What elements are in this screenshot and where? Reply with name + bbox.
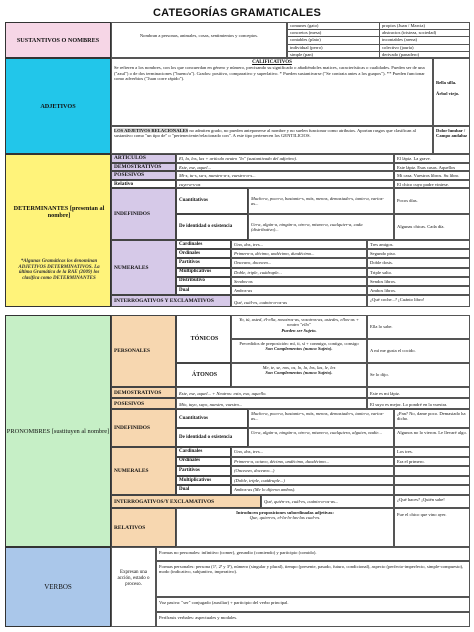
det-row-label: POSESIVOS (111, 171, 176, 180)
pron-num-value: (Onceavo, doceavo...) (231, 466, 394, 476)
calificativos-text: Se refieren a los nombres, con los que concuerdan en género y número, precisando su significado o añadiéndoles matices, características o cualidades. Pueden ser de una ("azul") o de dos terminaciones ("bueno/a"). Grados: positivo, comparativo y superlativo. * Pueden sustantivarse ("Se contrata antes a los guapos"). ** Pueden funcionar como adverbios ("Juan corre rápido"). (114, 65, 425, 82)
sustantivo-type: derivado (panadero) (380, 52, 470, 58)
adjetivos-label: ADJETIVOS (5, 58, 111, 154)
sustantivo-type: abstractos (tristeza, sociedad) (380, 30, 470, 37)
pron-indef-key: Cuantitativos (176, 409, 248, 428)
sustantivo-type: propios (Juan / Marcia) (380, 23, 470, 30)
det-row-example: Este lápiz. Esas casas. Aquellos (394, 163, 470, 172)
prep-note: Son Complementos (nunca Sujeto). (265, 346, 333, 352)
det-indef-key: De identidad o existencia (176, 214, 248, 240)
pron-num-example: Era el primero. (394, 457, 470, 467)
relacionales-title: LOS ADJETIVOS RELACIONALES (114, 128, 189, 133)
tonicos-text: Yo, tú, usted, él-ella, nosotros-as, vosotros-as, ustedes, ellos-as + neutro "ello" (239, 317, 359, 328)
calificativos-examples (433, 58, 470, 126)
pron-relativos-example: Fue el chico que vino ayer. (394, 508, 470, 547)
det-row-value: Mi-s, tu-s, su-s, nuestro-a-s, vuestro-a-s... (176, 171, 394, 180)
pron-num-example (394, 485, 470, 495)
pron-num-key: Dual (176, 485, 231, 495)
pron-num-value: Uno, dos, tres... (231, 447, 394, 457)
determinantes-label-box (5, 154, 111, 307)
relacionales-block (111, 126, 433, 154)
atonos-label: ÁTONOS (176, 363, 231, 387)
pron-row-value: Mío, tuyo, suyo, nuestro, vuestro... (176, 398, 367, 409)
pron-num-example (394, 476, 470, 486)
verbos-label: VERBOS (5, 547, 111, 627)
det-num-value: Sendos-as (231, 277, 367, 286)
verbos-row: Voz pasiva: "ser" conjugado (auxiliar) + participio del verbo principal. (156, 597, 470, 612)
calificativos-example-2: Árbol viejo. (436, 91, 460, 97)
sustantivo-type: comunes (gato) (288, 23, 380, 30)
pron-indef-example: ¿Pan? No, dame poco. Demasiado ha dicho. (394, 409, 470, 428)
verbos-rows (156, 547, 470, 627)
tonicos-note: Pueden ser Sujeto. (281, 327, 317, 333)
pron-num-example (394, 466, 470, 476)
det-num-key: Dual (176, 286, 231, 295)
pron-num-key: Partitivos (176, 466, 231, 476)
tonicos-label: TÓNICOS (176, 315, 231, 363)
determinantes-rows (111, 154, 470, 307)
sustantivo-type: concretos (mesa) (288, 30, 380, 37)
verbos-row: Formas personales: persona (1ª, 2ª y 3ª), número (singular y plural), tiempo (presente, pasado, futuro, condicional), aspecto (perfecto-imperfecto, simple-compuesto), modo (indicativo, subjuntivo, imperativo). (156, 561, 470, 597)
pron-row-value: Este, ese, aquel... + Neutros: esto, eso, aquello. (176, 387, 367, 398)
pron-indef-key: De identidad o existencia (176, 428, 248, 447)
det-interrogativos-value: Qué, cuál-es, cuánto-a-os-as (231, 295, 367, 307)
pron-num-value: Ambos-as (Me lo dijeron ambos). (231, 485, 394, 495)
calificativos-example-1: Bella silla. (436, 80, 457, 85)
atonos-example: Se lo dijo. (367, 363, 470, 387)
det-row-value: El, la, los, las + artículo neutro "lo" (sustantivado del adjetivo). (176, 154, 394, 163)
pron-row-example: El suyo es mejor. Lo pondré en la vuestra. (367, 398, 470, 409)
det-num-value: Doble, triple, cuádruple... (231, 268, 367, 277)
det-num-key: Cardinales (176, 240, 231, 249)
tonicos-example: Ella lo sabe. (367, 315, 470, 339)
relacionales-example: Dolor lumbar / Campo andaluz (433, 126, 470, 154)
det-indef-value: Mucho-a, poco-a, bastante-s, más, menos, demasiado-s, tanto-a, varios-as... (248, 188, 394, 214)
pron-indef-value: Un-a, algún-a, ningún-a, otro-a, mismo-a, cualquiera, alguien, nadie... (248, 428, 394, 447)
det-num-example: Triple salto. (367, 268, 470, 277)
sustantivos-label: SUSTANTIVOS O NOMBRES (5, 22, 111, 58)
det-indef-example: Algunas chicas. Cada día. (394, 214, 470, 240)
pron-row-example: Este es mi lápiz. (367, 387, 470, 398)
sustantivo-type: individual (perro) (288, 45, 380, 52)
prep-text-cell (231, 339, 367, 363)
det-num-key: Ordinales (176, 249, 231, 258)
det-num-example: Sendos libros. (367, 277, 470, 286)
det-num-value: Primero-a, décimo, undécimo, duodécimo... (231, 249, 367, 258)
atonos-text-cell (231, 363, 367, 387)
pronombres-label: PRONOMBRES [sustituyen al nombre] (5, 315, 111, 547)
pron-indefinidos-label: INDEFINIDOS (111, 409, 176, 447)
verbos-row: Formas no personales: infinitivo (comer), gerundio (comiendo) y participio (comido). (156, 547, 470, 561)
det-row-value: Este, ese, aquel... (176, 163, 394, 172)
sustantivo-type: colectivo (jauría) (380, 45, 470, 52)
tonicos-text-cell (231, 315, 367, 339)
det-indef-example: Pocos días. (394, 188, 470, 214)
det-num-example: Ambos libros. (367, 286, 470, 295)
sustantivos-types (287, 22, 470, 58)
pron-relativos-value (176, 508, 394, 547)
det-row-label: ARTÍCULOS (111, 154, 176, 163)
verbos-row: Perífrasis verbales: aspectuales y modales. (156, 612, 470, 627)
page-title: CATEGORÍAS GRAMATICALES (153, 7, 321, 19)
prep-example: A mí me gusta el cocido. (367, 339, 470, 363)
personales-label: PERSONALES (111, 315, 176, 387)
det-indefinidos-label: INDEFINIDOS (111, 188, 176, 240)
determinantes-label: DETERMINANTES [presentan al nombre] (13, 205, 105, 219)
det-row-value: cuyo-a-s-as (176, 180, 394, 189)
relacionales-text: no admiten grado, no pueden anteponerse al nombre y no suelen funcionar como atributos. Aportan rasgos que clasifican al sustantivo como "un tipo de" o "perteneciente/relacionado con". A este tipo pertenecen los GENTILICIOS. (114, 128, 416, 139)
pron-num-value: (Doble, triple, cuádruple...) (231, 476, 394, 486)
verbos-definition: Expresan una acción, estado o proceso. (111, 547, 156, 627)
pron-num-key: Multiplicativos (176, 476, 231, 486)
pronombres-rows (111, 387, 470, 547)
pron-indef-example: Algunos no lo vieron. Le llevaré algo. (394, 428, 470, 447)
pron-interrogativos-example: ¿Qué haces? ¡Quién sabe! (394, 495, 470, 508)
top-table (5, 22, 470, 307)
pron-relativos-list: Que, quien-es, el-la-lo-las-las cual-es. (249, 515, 321, 521)
pron-interrogativos-value: Qué, quién-es, cuál-es, cuánto-a-os-as... (261, 495, 394, 508)
pron-row-label: DEMOSTRATIVOS (111, 387, 176, 398)
determinantes-note: *Algunas Gramáticas los denominan ADJETIVOS DETERMINATIVOS. La última Gramática de la RAE (2009) los clasifica como DETERMINANTES (18, 259, 100, 281)
det-numerales-label: NUMERALES (111, 240, 176, 295)
det-row-label: Relativo (111, 180, 176, 189)
det-interrogativos-example: ¿Qué coche...? ¡Cuánto libro! (367, 295, 470, 307)
sustantivo-type: contables (plato) (288, 37, 380, 44)
atonos-note: Son Complementos (nunca Sujeto). (265, 370, 333, 376)
sustantivo-type: incontables (arena) (380, 37, 470, 44)
prep-text: Precedidos de preposición: mí, ti, sí + conmigo, contigo, consigo (239, 341, 359, 346)
pron-row-label: POSESIVOS (111, 398, 176, 409)
pron-relativos-intro: Introducen proposiciones subordinadas adjetivas: (236, 510, 334, 515)
sustantivos-definition: Nombran a personas, animales, cosas, sentimientos y conceptos. (111, 22, 287, 58)
det-row-label: DEMOSTRATIVOS (111, 163, 176, 172)
pron-num-value: Primero-a, octavo, décimo, undécimo, duodécimo... (231, 457, 394, 467)
det-num-example: Segundo piso. (367, 249, 470, 258)
det-interrogativos-label: INTERROGATIVOS Y EXCLAMATIVOS (111, 295, 231, 307)
det-num-example: Tres amigos. (367, 240, 470, 249)
calificativos-block (111, 58, 433, 126)
calificativos-title: CALIFICATIVOS (252, 60, 292, 65)
det-row-example: Mi casa. Vuestros libros. Su libro. (394, 171, 470, 180)
det-row-example: El lápiz. La grave. (394, 154, 470, 163)
det-num-value: Ambos-as (231, 286, 367, 295)
atonos-text: Me, te, se, nos, os, lo, la, los, las, le, les (262, 365, 336, 370)
det-num-value: Onceavo, doceavo... (231, 258, 367, 267)
pron-relativos-label: RELATIVOS (111, 508, 176, 547)
det-num-example: Doble dosis. (367, 258, 470, 267)
pron-num-key: Cardinales (176, 447, 231, 457)
det-indef-value: Un-a, algún-a, ningún-a, otro-a, mismo-a, cualquier-a, cada (distributivo)... (248, 214, 394, 240)
pron-num-example: Los tres. (394, 447, 470, 457)
det-row-example: El chico cuyo padre viniese. (394, 180, 470, 189)
sustantivo-type: simple (pan) (288, 52, 380, 58)
pron-interrogativos-label: INTERROGATIVOS/Y EXCLAMATIVOS (111, 495, 261, 508)
det-indef-key: Cuantitativos (176, 188, 248, 214)
pron-numerales-label: NUMERALES (111, 447, 176, 495)
bottom-table (5, 315, 470, 627)
det-num-key: Partitivos (176, 258, 231, 267)
pron-num-key: Ordinales (176, 457, 231, 467)
det-num-key: Multiplicativos (176, 268, 231, 277)
det-num-key: Distributivo (176, 277, 231, 286)
pron-indef-value: Mucho-a, poco-a, bastante-s, más, menos, demasiado-s, tanto-a, varios-as... (248, 409, 394, 428)
det-num-value: Uno, dos, tres... (231, 240, 367, 249)
